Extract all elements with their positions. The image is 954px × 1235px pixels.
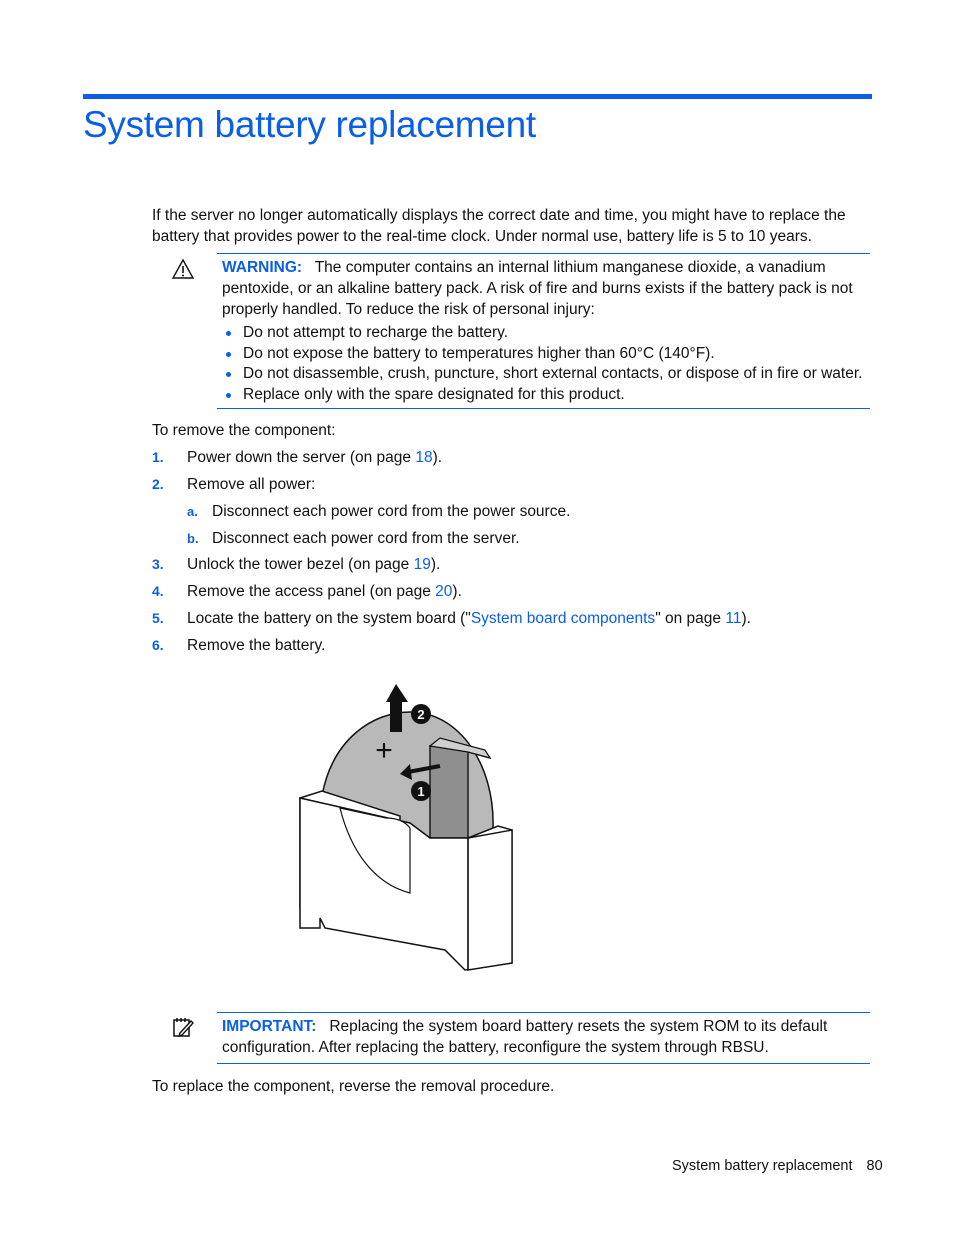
warning-body: The computer contains an internal lithium manganese dioxide, a vanadium pentoxide, or an alkaline battery pack. A risk of fire and burns exists if the battery pack is not properly handled. To reduce the risk of personal injury: bbox=[222, 259, 853, 318]
plus-sign: + bbox=[375, 734, 393, 767]
page-link[interactable]: 20 bbox=[435, 583, 453, 600]
important-text bbox=[222, 1016, 862, 1058]
replace-paragraph: To replace the component, reverse the removal procedure. bbox=[152, 1078, 555, 1095]
warning-bullet-list bbox=[222, 322, 862, 404]
page-link[interactable]: 11 bbox=[725, 610, 742, 627]
remove-intro: To remove the component: bbox=[152, 422, 336, 439]
important-notepad-icon bbox=[172, 1016, 194, 1038]
warning-triangle-icon bbox=[171, 258, 195, 280]
callout-2-label: 2 bbox=[417, 707, 425, 722]
section-link[interactable]: System board components bbox=[470, 610, 656, 627]
footer-section-title: System battery replacement bbox=[672, 1158, 853, 1174]
list-item: Do not disassemble, crush, puncture, short external contacts, or dispose of in fire or water. bbox=[222, 363, 862, 384]
bullet-icon bbox=[226, 372, 231, 377]
page-number: 80 bbox=[866, 1158, 883, 1174]
battery-removal-illustration bbox=[290, 678, 522, 980]
page-title: System battery replacement bbox=[83, 104, 536, 145]
warning-label: WARNING: bbox=[222, 259, 303, 276]
important-body: Replacing the system board battery resets the system ROM to its default configuration. After replacing the battery, reconfigure the system through RBSU. bbox=[222, 1018, 828, 1056]
list-item: Do not attempt to recharge the battery. bbox=[222, 322, 862, 343]
page-link[interactable]: 18 bbox=[415, 449, 433, 466]
title-rule bbox=[83, 94, 872, 99]
callout-1-label: 1 bbox=[417, 784, 425, 799]
list-item: Do not expose the battery to temperatures higher than 60°C (140°F). bbox=[222, 343, 862, 364]
bullet-icon bbox=[226, 393, 231, 398]
page-footer bbox=[672, 1158, 883, 1174]
warning-text bbox=[222, 257, 862, 320]
intro-paragraph: If the server no longer automatically displays the correct date and time, you might have to replace the battery that provides power to the real-time clock. Under normal use, battery life is 5 to 10 years. bbox=[152, 207, 846, 245]
list-item: Replace only with the spare designated for this product. bbox=[222, 384, 862, 405]
bullet-icon bbox=[226, 352, 231, 357]
important-label: IMPORTANT: bbox=[222, 1018, 317, 1035]
bullet-icon bbox=[226, 331, 231, 336]
page-link[interactable]: 19 bbox=[413, 556, 431, 573]
